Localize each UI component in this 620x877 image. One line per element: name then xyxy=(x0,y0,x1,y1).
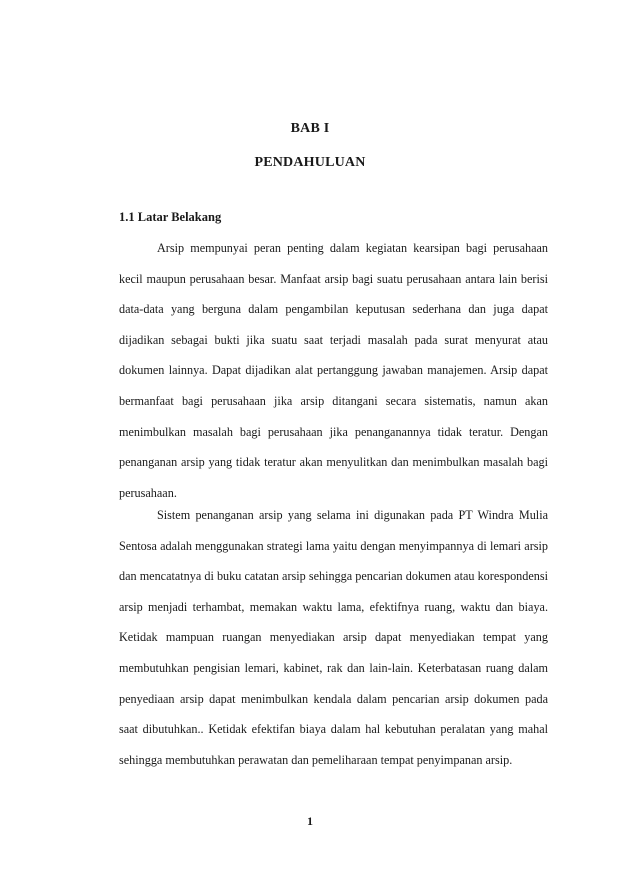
page-number: 1 xyxy=(307,814,313,828)
paragraph-block xyxy=(119,233,548,508)
chapter-number: BAB I xyxy=(290,121,330,136)
paragraph-block xyxy=(119,500,548,775)
paragraph-1: Arsip mempunyai peran penting dalam kegiatan kearsipan bagi perusahaan kecil maupun perusahaan besar. Manfaat arsip bagi suatu perusahaan antara lain berisi data-data yang berguna dalam pengambilan keputusan sederhana dan juga dapat dijadikan sebagai bukti jika suatu saat terjadi masalah pada surat menyurat atau dokumen lainnya. Dapat dijadikan alat pertanggung jawaban manajemen. Arsip dapat bermanfaat bagi perusahaan jika arsip ditangani secara sistematis, namun akan menimbulkan masalah bagi perusahaan jika penanganannya tidak teratur. Dengan penanganan arsip yang tidak teratur akan menyulitkan dan menimbulkan masalah bagi perusahaan. xyxy=(119,241,548,500)
section-heading: 1.1 Latar Belakang xyxy=(119,210,222,224)
paragraph-2: Sistem penanganan arsip yang selama ini digunakan pada PT Windra Mulia Sentosa adalah menggunakan strategi lama yaitu dengan menyimpannya di lemari arsip dan mencatatnya di buku catatan arsip sehingga pencarian dokumen atau korespondensi arsip menjadi terhambat, memakan waktu lama, efektifnya ruang, waktu dan biaya. Ketidak mampuan ruangan menyediakan arsip dapat menyediakan tempat yang membutuhkan pengisian lemari, kabinet, rak dan lain-lain. Keterbatasan ruang dalam penyediaan arsip dapat menimbulkan kendala dalam pencarian arsip dokumen pada saat dibutuhkan.. Ketidak efektifan biaya dalam hal kebutuhan peralatan yang mahal sehingga membutuhkan perawatan dan pemeliharaan tempat penyimpanan arsip. xyxy=(119,508,548,767)
chapter-title: PENDAHULUAN xyxy=(254,155,366,170)
